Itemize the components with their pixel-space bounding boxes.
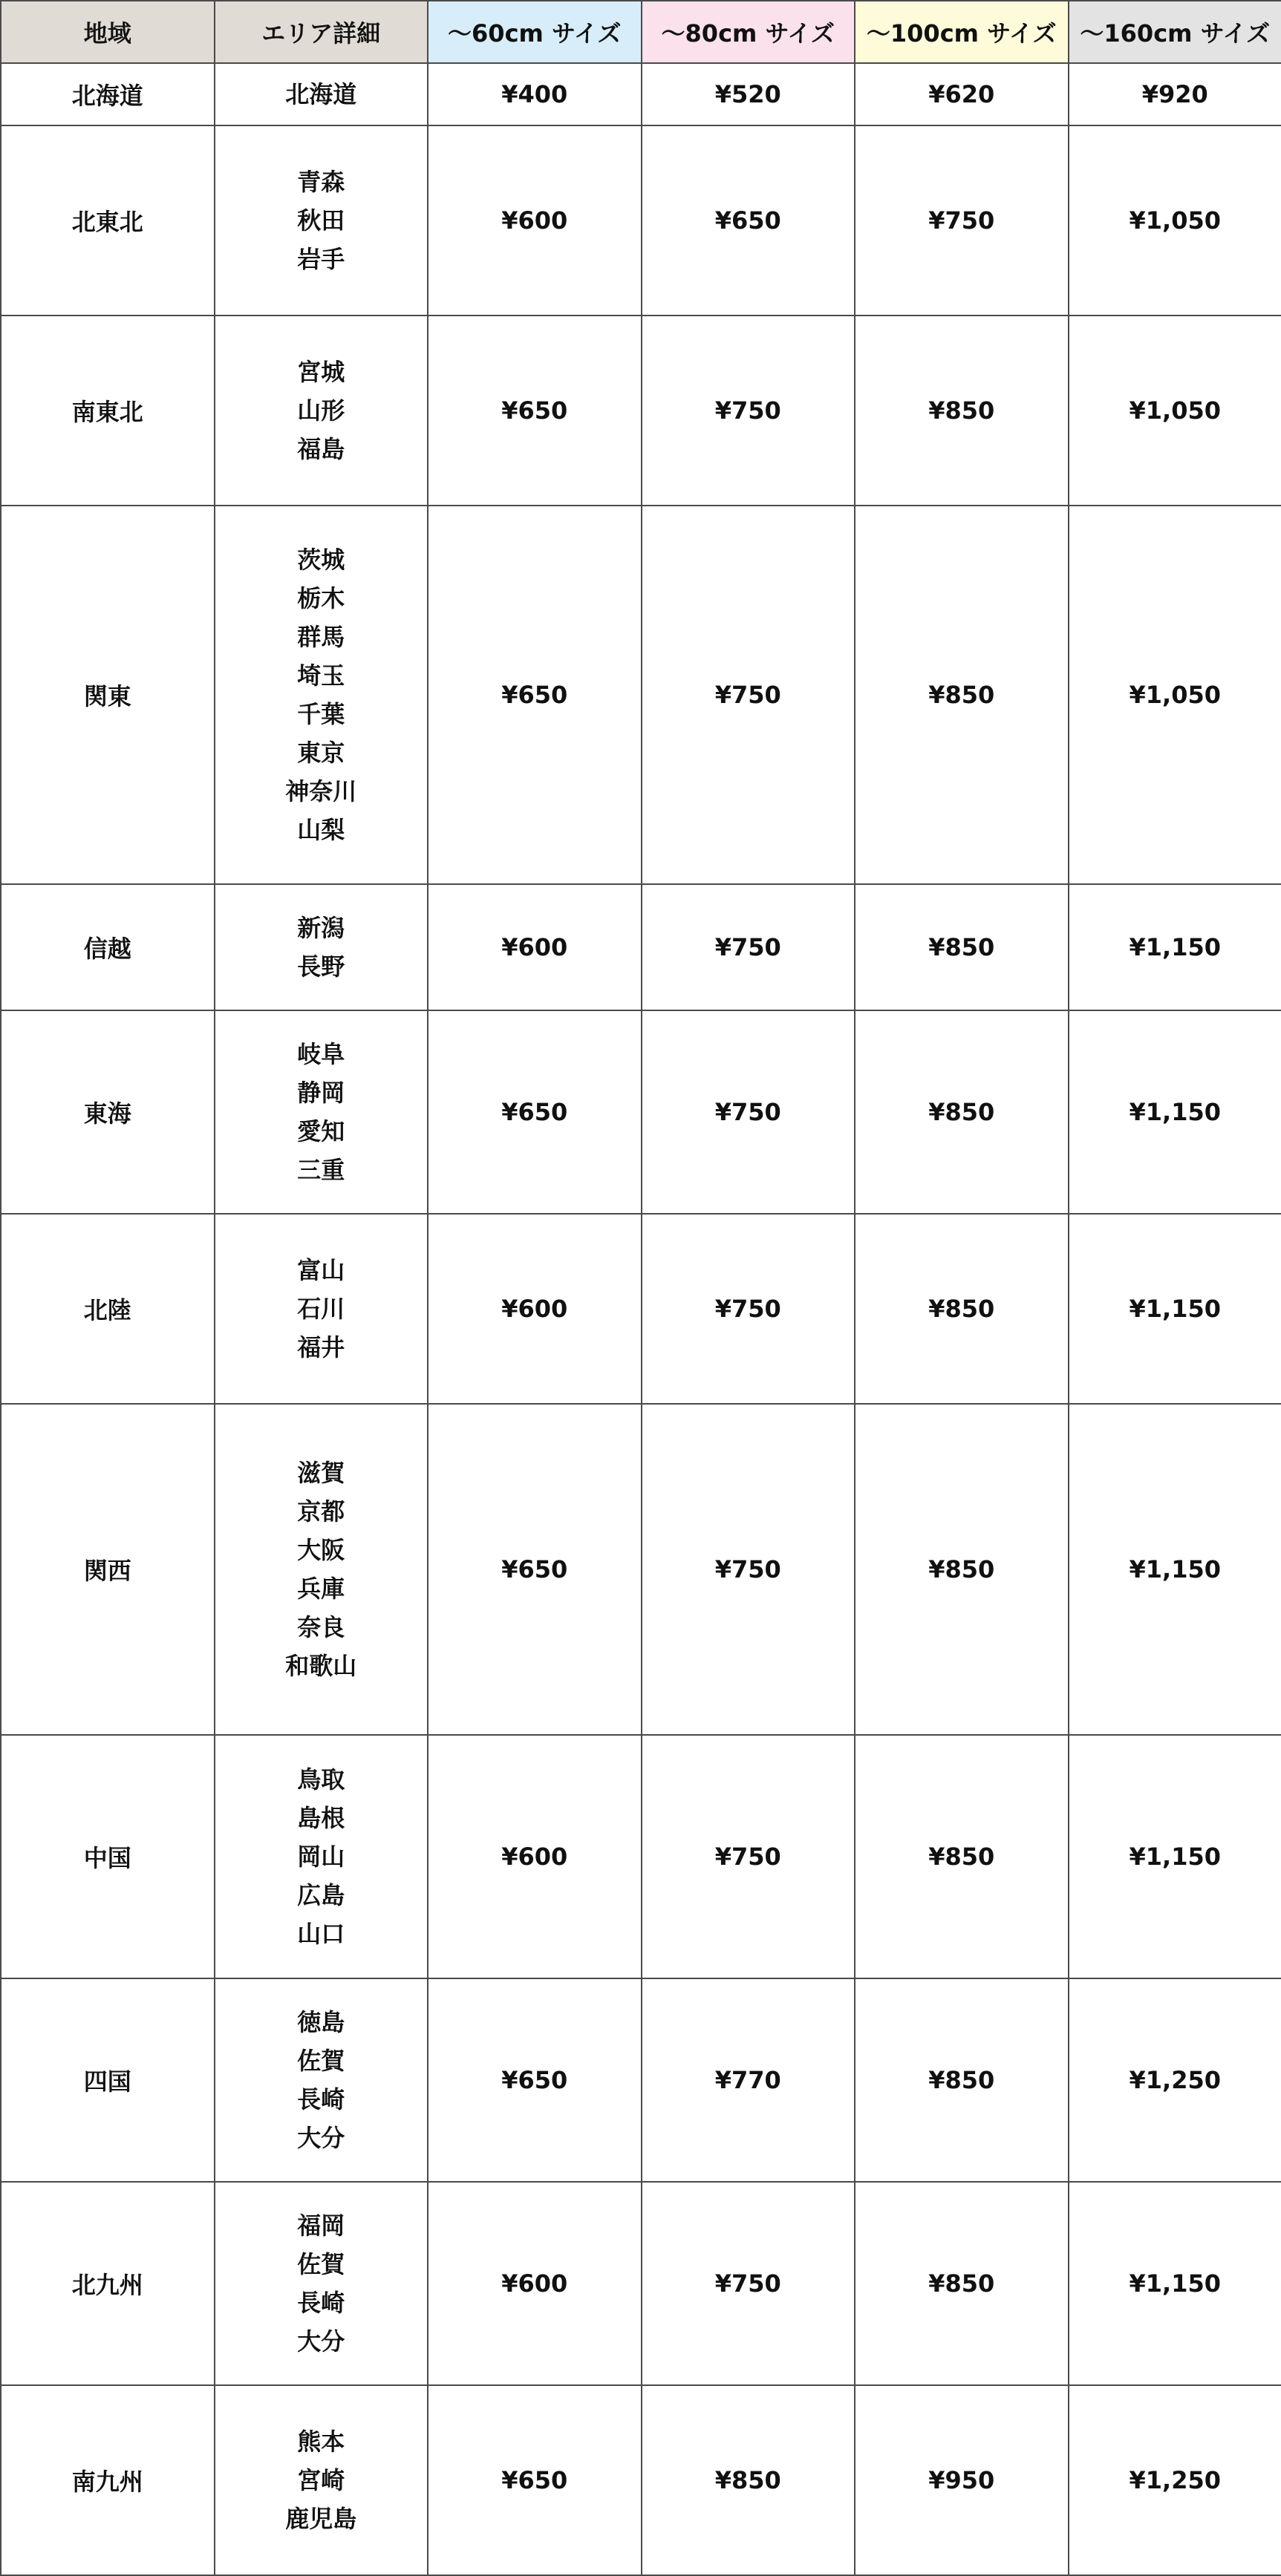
area-detail-cell xyxy=(215,884,428,1010)
price-160-cell: ¥1,150 xyxy=(1069,1404,1281,1735)
price-160-cell: ¥1,050 xyxy=(1069,125,1281,316)
prefecture-name: 群馬 xyxy=(215,618,428,656)
prefecture-name: 佐賀 xyxy=(215,2041,428,2080)
price-80-cell: ¥750 xyxy=(642,1404,855,1735)
table-row xyxy=(1,63,1281,125)
prefecture-name: 秋田 xyxy=(215,201,428,240)
prefecture-name: 福岡 xyxy=(215,2206,428,2245)
price-100-cell: ¥850 xyxy=(855,2182,1069,2385)
prefecture-name: 岐阜 xyxy=(215,1035,428,1073)
prefecture-name: 福島 xyxy=(215,430,428,468)
prefecture-name: 栃木 xyxy=(215,579,428,618)
prefecture-name: 北海道 xyxy=(215,75,428,114)
price-160-cell: ¥1,150 xyxy=(1069,884,1281,1010)
header-row xyxy=(1,1,1281,63)
price-60-cell: ¥650 xyxy=(428,2385,642,2575)
table-body xyxy=(1,63,1281,2575)
price-160-cell: ¥920 xyxy=(1069,63,1281,125)
table-row xyxy=(1,2385,1281,2575)
price-80-cell: ¥850 xyxy=(642,2385,855,2575)
price-80-cell: ¥750 xyxy=(642,884,855,1010)
price-80-cell: ¥520 xyxy=(642,63,855,125)
price-80-cell: ¥770 xyxy=(642,1978,855,2182)
price-100-cell: ¥750 xyxy=(855,125,1069,316)
region-cell: 北海道 xyxy=(1,63,215,125)
area-detail-cell xyxy=(215,125,428,316)
price-100-cell: ¥850 xyxy=(855,1404,1069,1735)
price-100-cell: ¥850 xyxy=(855,1010,1069,1214)
price-160-cell: ¥1,050 xyxy=(1069,316,1281,506)
area-detail-cell xyxy=(215,1214,428,1404)
region-cell: 北九州 xyxy=(1,2182,215,2385)
table-row xyxy=(1,1735,1281,1978)
prefecture-name: 静岡 xyxy=(215,1073,428,1112)
table-row xyxy=(1,506,1281,884)
price-80-cell: ¥750 xyxy=(642,1735,855,1978)
price-100-cell: ¥850 xyxy=(855,1214,1069,1404)
area-detail-cell xyxy=(215,63,428,125)
prefecture-name: 滋賀 xyxy=(215,1454,428,1492)
area-detail-cell xyxy=(215,1735,428,1978)
header-size-160: 〜160cm サイズ xyxy=(1069,1,1281,63)
price-60-cell: ¥400 xyxy=(428,63,642,125)
region-cell: 北東北 xyxy=(1,125,215,316)
prefecture-name: 長崎 xyxy=(215,2080,428,2119)
area-detail-cell xyxy=(215,506,428,884)
region-cell: 関東 xyxy=(1,506,215,884)
price-60-cell: ¥650 xyxy=(428,1978,642,2182)
region-cell: 北陸 xyxy=(1,1214,215,1404)
price-100-cell: ¥950 xyxy=(855,2385,1069,2575)
price-100-cell: ¥850 xyxy=(855,1735,1069,1978)
price-60-cell: ¥600 xyxy=(428,884,642,1010)
prefecture-name: 茨城 xyxy=(215,540,428,579)
prefecture-name: 鳥取 xyxy=(215,1760,428,1799)
header-region: 地域 xyxy=(1,1,215,63)
price-80-cell: ¥750 xyxy=(642,316,855,506)
prefecture-name: 山形 xyxy=(215,391,428,430)
price-60-cell: ¥650 xyxy=(428,1010,642,1214)
prefecture-name: 岩手 xyxy=(215,240,428,278)
prefecture-name: 島根 xyxy=(215,1799,428,1837)
prefecture-name: 山梨 xyxy=(215,811,428,849)
price-80-cell: ¥750 xyxy=(642,1214,855,1404)
prefecture-name: 新潟 xyxy=(215,909,428,947)
price-100-cell: ¥850 xyxy=(855,884,1069,1010)
table-row xyxy=(1,1214,1281,1404)
price-160-cell: ¥1,250 xyxy=(1069,1978,1281,2182)
price-80-cell: ¥750 xyxy=(642,506,855,884)
price-60-cell: ¥650 xyxy=(428,506,642,884)
prefecture-name: 愛知 xyxy=(215,1112,428,1151)
table-row xyxy=(1,884,1281,1010)
area-detail-cell xyxy=(215,1404,428,1735)
header-size-80: 〜80cm サイズ xyxy=(642,1,855,63)
prefecture-name: 東京 xyxy=(215,733,428,772)
price-160-cell: ¥1,050 xyxy=(1069,506,1281,884)
region-cell: 関西 xyxy=(1,1404,215,1735)
prefecture-name: 熊本 xyxy=(215,2422,428,2461)
price-160-cell: ¥1,150 xyxy=(1069,1735,1281,1978)
prefecture-name: 富山 xyxy=(215,1251,428,1289)
header-size-100: 〜100cm サイズ xyxy=(855,1,1069,63)
price-100-cell: ¥850 xyxy=(855,1978,1069,2182)
prefecture-name: 京都 xyxy=(215,1492,428,1531)
prefecture-name: 大分 xyxy=(215,2119,428,2157)
prefecture-name: 岡山 xyxy=(215,1837,428,1876)
prefecture-name: 長崎 xyxy=(215,2284,428,2322)
price-100-cell: ¥620 xyxy=(855,63,1069,125)
region-cell: 東海 xyxy=(1,1010,215,1214)
header-size-60: 〜60cm サイズ xyxy=(428,1,642,63)
price-60-cell: ¥600 xyxy=(428,125,642,316)
prefecture-name: 大分 xyxy=(215,2322,428,2361)
prefecture-name: 兵庫 xyxy=(215,1569,428,1608)
price-160-cell: ¥1,150 xyxy=(1069,1010,1281,1214)
table-row xyxy=(1,125,1281,316)
prefecture-name: 千葉 xyxy=(215,695,428,733)
prefecture-name: 佐賀 xyxy=(215,2245,428,2284)
prefecture-name: 長野 xyxy=(215,947,428,986)
prefecture-name: 宮崎 xyxy=(215,2461,428,2500)
prefecture-name: 福井 xyxy=(215,1328,428,1367)
prefecture-name: 鹿児島 xyxy=(215,2500,428,2538)
price-100-cell: ¥850 xyxy=(855,506,1069,884)
price-80-cell: ¥650 xyxy=(642,125,855,316)
area-detail-cell xyxy=(215,2385,428,2575)
prefecture-name: 和歌山 xyxy=(215,1647,428,1685)
price-80-cell: ¥750 xyxy=(642,1010,855,1214)
price-100-cell: ¥850 xyxy=(855,316,1069,506)
prefecture-name: 徳島 xyxy=(215,2003,428,2041)
price-60-cell: ¥600 xyxy=(428,1214,642,1404)
table-row xyxy=(1,1978,1281,2182)
area-detail-cell xyxy=(215,1978,428,2182)
price-80-cell: ¥750 xyxy=(642,2182,855,2385)
prefecture-name: 神奈川 xyxy=(215,772,428,811)
price-60-cell: ¥650 xyxy=(428,1404,642,1735)
price-60-cell: ¥650 xyxy=(428,316,642,506)
prefecture-name: 埼玉 xyxy=(215,656,428,695)
prefecture-name: 宮城 xyxy=(215,353,428,391)
prefecture-name: 三重 xyxy=(215,1151,428,1189)
prefecture-name: 青森 xyxy=(215,163,428,201)
region-cell: 中国 xyxy=(1,1735,215,1978)
region-cell: 南九州 xyxy=(1,2385,215,2575)
prefecture-name: 奈良 xyxy=(215,1608,428,1647)
prefecture-name: 広島 xyxy=(215,1876,428,1915)
table-row xyxy=(1,1404,1281,1735)
region-cell: 信越 xyxy=(1,884,215,1010)
prefecture-name: 大阪 xyxy=(215,1531,428,1569)
table-row xyxy=(1,316,1281,506)
prefecture-name: 石川 xyxy=(215,1289,428,1328)
area-detail-cell xyxy=(215,1010,428,1214)
price-160-cell: ¥1,250 xyxy=(1069,2385,1281,2575)
area-detail-cell xyxy=(215,316,428,506)
region-cell: 四国 xyxy=(1,1978,215,2182)
area-detail-cell xyxy=(215,2182,428,2385)
price-160-cell: ¥1,150 xyxy=(1069,1214,1281,1404)
price-160-cell: ¥1,150 xyxy=(1069,2182,1281,2385)
price-60-cell: ¥600 xyxy=(428,1735,642,1978)
price-60-cell: ¥600 xyxy=(428,2182,642,2385)
table-row xyxy=(1,2182,1281,2385)
table-row xyxy=(1,1010,1281,1214)
prefecture-name: 山口 xyxy=(215,1915,428,1953)
header-area-detail: エリア詳細 xyxy=(215,1,428,63)
region-cell: 南東北 xyxy=(1,316,215,506)
